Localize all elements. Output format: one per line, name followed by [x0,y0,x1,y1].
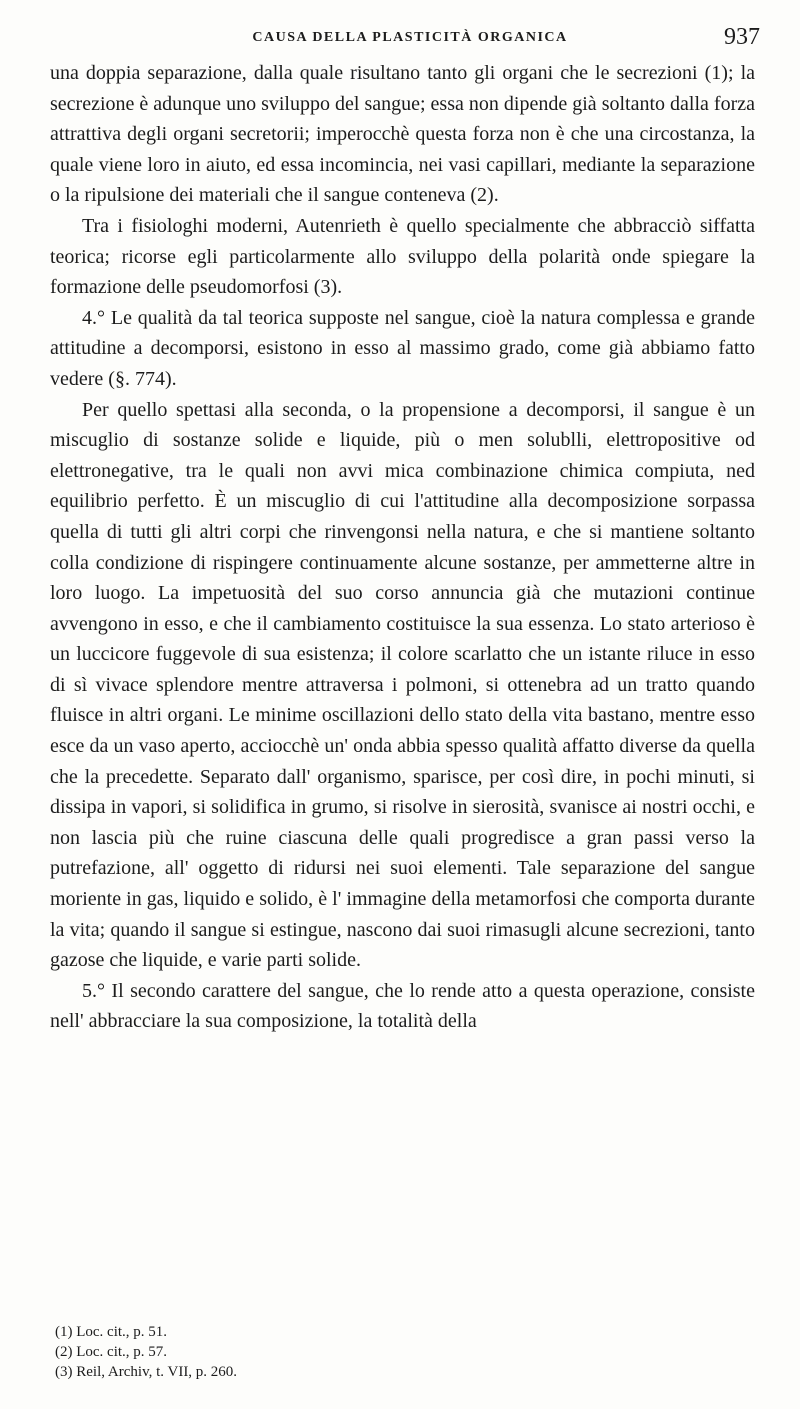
paragraph-point-4: 4.° Le qualità da tal teorica supposte nel sangue, cioè la natura complessa e grande attitudine a decomporsi, esistono in esso al massimo grado, come già abbiamo fatto vedere (§. 774). [50,306,755,390]
paragraph-continuation: una doppia separazione, dalla quale risultano tanto gli organi che le secrezioni (1); la secrezione è adunque uno sviluppo del sangue; essa non dipende già soltanto dalla forza attrattiva degli organi secretorii; imperocchè questa forza non è che una circostanza, la quale viene loro in aiuto, ed essa incomincia, nei vasi capillari, mediante la separazione o la ripulsione dei materiali che il sangue conteneva (2). [50,62,755,207]
footnotes [55,1322,755,1382]
page-header [60,26,760,60]
footnote-3: (3) Reil, Archiv, t. VII, p. 260. [55,1364,238,1380]
footnote-2: (2) Loc. cit., p. 57. [55,1344,168,1360]
running-head: CAUSA DELLA PLASTICITÀ ORGANICA [252,30,568,45]
footnote-1: (1) Loc. cit., p. 51. [55,1324,168,1340]
body-text [50,58,755,1037]
page-number: 937 [724,24,760,50]
paragraph-decomposition: Per quello spettasi alla seconda, o la propensione a decomporsi, il sangue è un miscuglio di sostanze solide e liquide, più o men solublli, elettropositive od elettronegative, tra le quali non avvi mica combinazione chimica compiuta, ned equilibrio perfetto. È un miscuglio di cui l'attitudine alla decomposizione sorpassa quella di tutti gli altri corpi che rinvengonsi nella natura, e che si mantiene soltanto colla condizione di rispingere continuamente alcune sostanze, per ammetterne altre in loro luogo. La impetuosità del suo corso annuncia già che mutazioni continue avvengono in esso, e che il cambiamento costituisce la sua essenza. Lo stato arterioso è un luccicore fuggevole di sua esistenza; il colore scarlatto che un istante riluce in esso di sì vivace splendore mentre attraversa i polmoni, si ottenebra ad un tratto quando fluisce in altri organi. Le minime oscillazioni dello stato della vita bastano, mentre esso esce da un vaso aperto, acciocchè un' onda abbia spesso qualità affatto diverse da quella che la precedette. Separato dall' organismo, sparisce, per così dire, in pochi minuti, si dissipa in vapori, si solidifica in grumo, si risolve in sierosità, svanisce ai nostri occhi, e non lascia più che ruine ciascuna delle quali progredisce a gran passi verso la putrefazione, all' oggetto di ridursi nei suoi elementi. Tale separazione del sangue moriente in gas, liquido e solido, è l' immagine della metamorfosi che comporta durante la vita; quando il sangue si estingue, nascono dai suoi rimasugli alcune secrezioni, tanto gazose che liquide, e varie parti solide. [50,398,755,972]
paragraph-autenrieth: Tra i fisiologhi moderni, Autenrieth è quello specialmente che abbracciò siffatta teorica; ricorse egli particolarmente allo sviluppo della polarità onde spiegare la formazione delle pseudomorfosi (3). [50,214,755,299]
paragraph-point-5: 5.° Il secondo carattere del sangue, che lo rende atto a questa operazione, consiste nell' abbracciare la sua composizione, la totalità della [50,979,755,1033]
